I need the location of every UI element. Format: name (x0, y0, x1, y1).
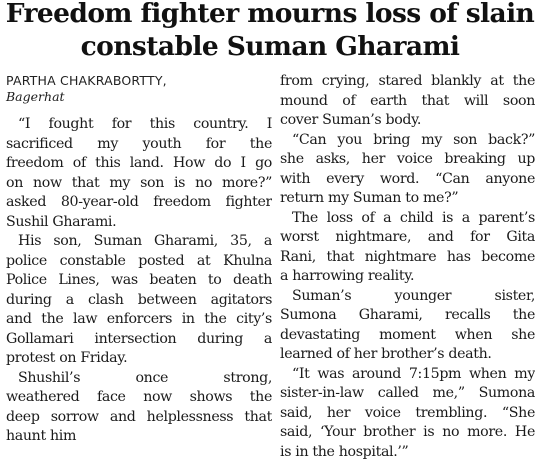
article-line: weathered face now shows the (6, 388, 272, 408)
headline (0, 0, 540, 63)
article-paragraph (6, 369, 272, 447)
article-line: Sumona Gharami, recalls the (280, 306, 535, 326)
left-column-body (6, 115, 272, 447)
article-line: learned of her brother’s death. (280, 345, 535, 365)
article-line: sacrificed my youth for the (6, 135, 272, 155)
article-line: devastating moment when she (280, 326, 535, 346)
dateline: Bagerhat (6, 89, 272, 105)
article-line: Suman’s younger sister, (280, 287, 535, 307)
right-column-body (280, 72, 535, 462)
article-line: from crying, stared blankly at the (280, 72, 535, 92)
right-column (280, 72, 535, 462)
article-line: cover Suman’s body. (280, 111, 535, 131)
article-line: a harrowing reality. (280, 267, 535, 287)
article-line: is in the hospital.’” (280, 443, 535, 462)
article-line: Gollamari intersection during a (6, 330, 272, 350)
article-line: protest on Friday. (6, 349, 272, 369)
article-line: freedom of this land. How do I go (6, 154, 272, 174)
article-line: with every word. “Can anyone (280, 170, 535, 190)
article-line: His son, Suman Gharami, 35, a (6, 232, 272, 252)
article-paragraph (280, 287, 535, 365)
article-line: The loss of a child is a parent’s (280, 209, 535, 229)
byline: PARTHA CHAKRABORTTY, (6, 72, 272, 89)
article-line: on now that my son is no more?” (6, 174, 272, 194)
headline-line-2: constable Suman Gharami (0, 30, 540, 63)
article-line: and the law enforcers in the city’s (6, 310, 272, 330)
article-line: sister-in-law called me,” Sumona (280, 384, 535, 404)
article-line: Rani, that nightmare has become (280, 248, 535, 268)
article-paragraph (6, 232, 272, 369)
article-line: Sushil Gharami. (6, 213, 272, 233)
article-line: police constable posted at Khulna (6, 252, 272, 272)
article-line: “Can you bring my son back?” (280, 131, 535, 151)
article-paragraph (280, 365, 535, 462)
article-paragraph (280, 72, 535, 131)
article-paragraph (6, 115, 272, 232)
article-paragraph (280, 131, 535, 209)
article-line: Shushil’s once strong, (6, 369, 272, 389)
article-line: she asks, her voice breaking up (280, 150, 535, 170)
article-line: return my Suman to me?” (280, 189, 535, 209)
article-line: haunt him (6, 427, 272, 447)
article-paragraph (280, 209, 535, 287)
article-line: worst nightmare, and for Gita (280, 228, 535, 248)
article-line: “It was around 7:15pm when my (280, 365, 535, 385)
article-line: Police Lines, was beaten to death (6, 271, 272, 291)
article-line: said, her voice trembling. “She (280, 404, 535, 424)
article-line: mound of earth that will soon (280, 92, 535, 112)
headline-line-1: Freedom fighter mourns loss of slain (0, 0, 540, 30)
left-column (6, 72, 272, 447)
article-line: “I fought for this country. I (6, 115, 272, 135)
article-line: said, ‘Your brother is no more. He (280, 423, 535, 443)
article-line: deep sorrow and helplessness that (6, 408, 272, 428)
article-line: asked 80-year-old freedom fighter (6, 193, 272, 213)
article-line: during a clash between agitators (6, 291, 272, 311)
